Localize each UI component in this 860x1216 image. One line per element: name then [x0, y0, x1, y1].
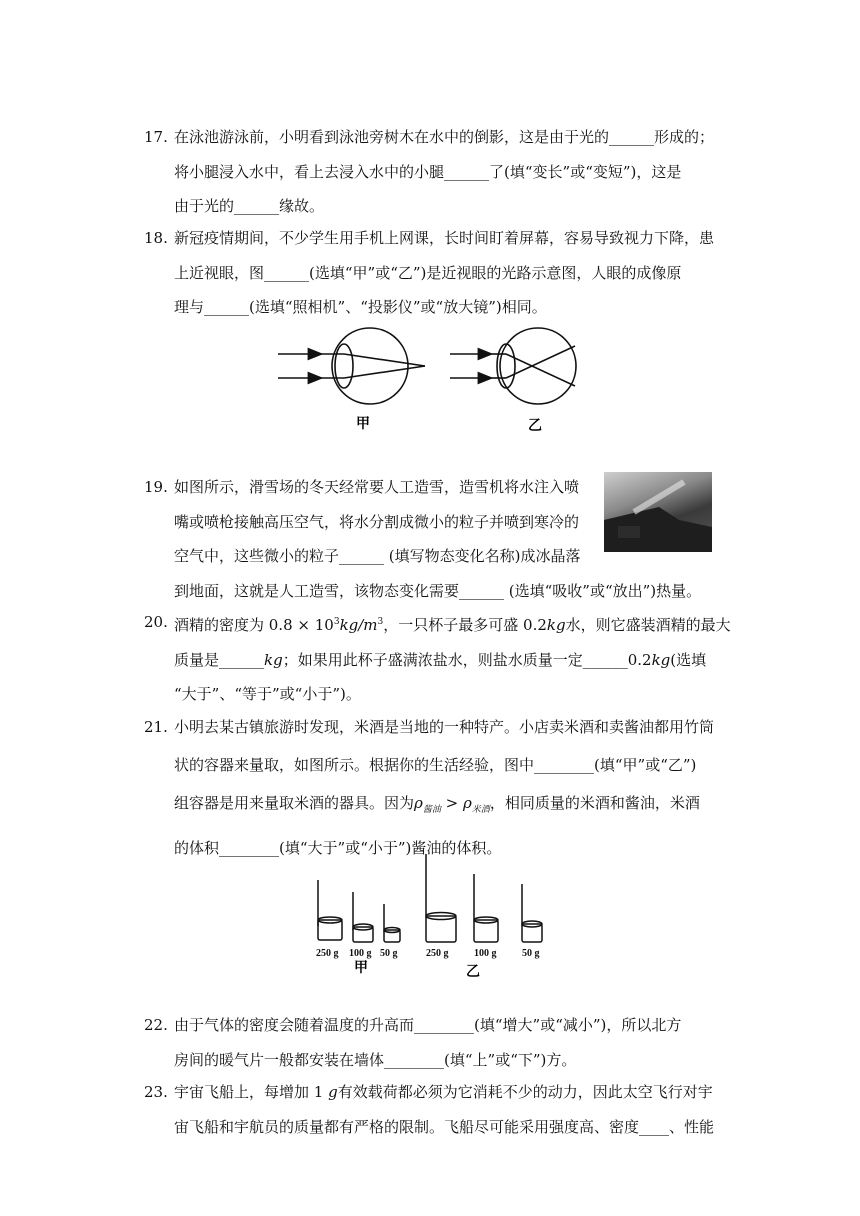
mass-label: 100 g	[474, 948, 497, 959]
figure-label-jia: 甲	[356, 416, 370, 432]
question-number: 20.	[144, 613, 168, 631]
subscript: 酱油	[422, 805, 441, 815]
question-text-line	[144, 784, 724, 829]
question-number: 18.	[144, 229, 168, 247]
text-fragment: ；如果用此杯子盛满浓盐水，则盐水质量一定______0.2	[282, 650, 652, 669]
question-text-line: 如图所示，滑雪场的冬天经常要人工造雪，造雪机将水注入喷	[174, 478, 580, 496]
unit: g	[328, 1083, 338, 1101]
unit: kg	[264, 650, 283, 669]
figure-label-jia: 甲	[354, 960, 368, 976]
question-23	[144, 1075, 724, 1144]
question-text-line: 在泳池游泳前，小明看到泳池旁树木在水中的倒影，这是由于光的______形成的；	[174, 128, 715, 146]
cup-jia-100g	[353, 892, 373, 942]
subscript: 米酒	[471, 805, 490, 815]
bamboo-cup-diagram	[306, 850, 556, 980]
text-fragment: (选填	[670, 650, 707, 669]
unit: kg/m	[339, 616, 378, 634]
question-number: 23.	[144, 1083, 168, 1101]
mass-label: 50 g	[522, 948, 540, 959]
mass-label: 100 g	[349, 948, 372, 959]
question-text-line: 由于气体的密度会随着温度的升高而________(填“增大”或“减小”)，所以北方	[174, 1016, 682, 1034]
eye-diagram-yi	[450, 328, 576, 404]
mass-label: 50 g	[380, 948, 398, 959]
question-text-line	[144, 605, 731, 643]
snow-machine-photo	[604, 472, 712, 552]
question-17	[144, 120, 724, 224]
text-fragment: 质量是______	[174, 650, 265, 669]
question-text-line: “大于”、“等于”或“小于”)。	[174, 685, 361, 703]
unit: kg	[546, 616, 566, 634]
text-fragment: 有效载荷都必须为它消耗不少的动力，因此太空飞行对宇	[337, 1083, 713, 1101]
question-text-line: 理与______(选填“照相机”、“投影仪”或“放大镜”)相同。	[174, 298, 547, 316]
exponent: 3	[377, 617, 384, 627]
cup-jia-50g	[384, 904, 400, 942]
question-text-line: 将小腿浸入水中，看上去浸入水中的小腿______了(填“变长”或“变短”)，这是	[174, 162, 682, 181]
cup-yi-100g	[474, 874, 498, 942]
rho-symbol: ρ	[462, 794, 472, 812]
snow-machine-silhouette	[604, 472, 712, 552]
question-20	[144, 605, 731, 712]
question-text-line: 房间的暖气片一般都安装在墙体________(填“上”或“下”)方。	[174, 1050, 577, 1069]
question-text-line	[144, 1075, 724, 1110]
mass-label: 250 g	[426, 948, 449, 959]
text-fragment: 酒精的密度为 0.8 × 10	[174, 616, 334, 634]
unit: kg	[651, 650, 671, 669]
question-text-line: 的体积________(填“大于”或“小于”)酱油的体积。	[174, 839, 502, 857]
figure-label-yi: 乙	[466, 964, 480, 980]
text-fragment: 宇宙飞船上，每增加 1	[174, 1083, 329, 1101]
question-text-line: 宙飞船和宇航员的质量都有严格的限制。飞船尽可能采用强度高、密度____、性能	[174, 1117, 715, 1136]
question-text-line: 由于光的______缘故。	[174, 197, 325, 215]
mass-label: 250 g	[316, 948, 339, 959]
question-number: 22.	[144, 1016, 168, 1034]
eye-diagram-jia	[278, 328, 425, 404]
question-18	[144, 221, 724, 325]
text-fragment: 水，则它盛装酒精的最大	[565, 616, 731, 634]
exponent: 3	[333, 617, 340, 627]
cup-jia-250g	[318, 880, 342, 940]
eye-ray-diagram	[270, 322, 610, 437]
question-22	[144, 1008, 724, 1077]
text-fragment: ，相同质量的米酒和酱油，米酒	[489, 794, 700, 812]
question-number: 17.	[144, 128, 168, 146]
text-fragment: 组容器是用来量取米酒的器具。因为	[174, 794, 415, 812]
question-text-line	[144, 643, 724, 678]
cup-yi-50g	[522, 884, 542, 942]
question-text-line: 上近视眼，图______(选填“甲”或“乙”)是近视眼的光路示意图，人眼的成像原	[174, 263, 682, 282]
question-text-line: 到地面，这就是人工造雪，该物态变化需要______ (选填“吸收”或“放出”)热量。	[174, 581, 702, 600]
rho-symbol: ρ	[414, 794, 423, 812]
question-number: 19.	[144, 478, 168, 496]
question-text-line: 新冠疫情期间，不少学生用手机上网课，长时间盯着屏幕，容易导致视力下降，患	[174, 229, 715, 247]
question-text-line: 状的容器来量取，如图所示。根据你的生活经验，图中________(填“甲”或“乙”)	[174, 756, 697, 774]
question-text-line: 空气中，这些微小的粒子______ (填写物态变化名称)成冰晶落	[174, 547, 581, 565]
question-text-line: 小明去某古镇旅游时发现，米酒是当地的一种特产。小店卖米酒和卖酱油都用竹筒	[174, 718, 715, 736]
question-text-line: 嘴或喷枪接触高压空气，将水分割成微小的粒子并喷到寒冷的	[174, 512, 580, 531]
figure-label-yi: 乙	[528, 418, 542, 434]
text-fragment: ，一只杯子最多可盛 0.2	[383, 616, 547, 634]
question-21	[144, 708, 724, 867]
cup-yi-250g	[426, 854, 456, 942]
text-fragment: >	[440, 794, 463, 812]
question-number: 21.	[144, 718, 168, 736]
